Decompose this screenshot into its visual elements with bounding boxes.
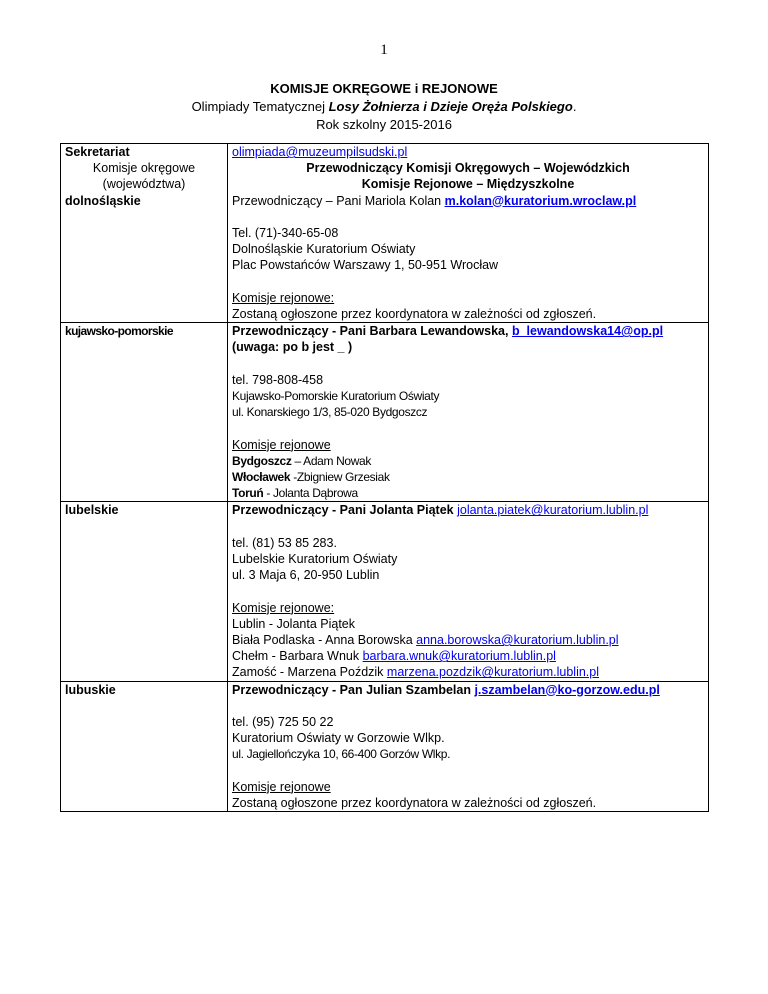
chair-email-link[interactable]: b_lewandowska14@op.pl: [511, 324, 664, 339]
commission-email-link[interactable]: barbara.wnuk@kuratorium.lublin.pl: [362, 649, 556, 664]
col-header-rejonowe: Komisje Rejonowe – Międzyszkolne: [361, 177, 575, 192]
col-header-komisje: Komisje okręgowe: [92, 161, 196, 176]
commission-person: Biała Podlaska - Anna Borowska: [232, 633, 417, 647]
commission-email-link[interactable]: marzena.pozdzik@kuratorium.lublin.pl: [386, 665, 600, 680]
chair-name: Przewodniczący - Pani Barbara Lewandowska,: [232, 324, 512, 339]
chair-name: Przewodniczący - Pani Jolanta Piątek: [232, 503, 458, 518]
region-cell: [61, 681, 228, 812]
list-item: [232, 648, 704, 664]
olympiad-name: Losy Żołnierza i Dzieje Oręża Polskiego: [328, 99, 573, 114]
chair-name: Przewodniczący - Pan Julian Szambelan: [232, 682, 475, 697]
region-name-kujawsko-pomorskie: kujawsko-pomorskie: [65, 324, 173, 339]
office-address: ul. Jagiellończyka 10, 66-400 Gorzów Wlkp.: [232, 747, 451, 762]
secretariat-label: Sekretariat: [65, 145, 130, 159]
office-address: Plac Powstańców Warszawy 1, 50-951 Wrocław: [232, 258, 499, 273]
commission-person: Chełm - Barbara Wnuk: [232, 649, 363, 664]
phone-number: tel. (95) 725 50 22: [232, 715, 334, 729]
table-row: [61, 502, 709, 681]
region-name-lubelskie: lubelskie: [65, 503, 119, 518]
email-note: (uwaga: po b jest _ ): [232, 340, 353, 355]
school-year: Rok szkolny 2015-2016: [316, 117, 452, 132]
table-row: [61, 323, 709, 502]
commission-person: -Zbigniew Grzesiak: [290, 470, 390, 484]
col-header-wojewodztwa: (województwa): [102, 177, 186, 192]
commission-person: – Adam Nowak: [291, 453, 372, 468]
commission-city: Bydgoszcz: [232, 453, 292, 468]
chair-line: [232, 682, 704, 698]
region-cell: [61, 144, 228, 323]
region-cell: [61, 502, 228, 681]
commission-city: Włocławek: [232, 470, 291, 484]
document-title: KOMISJE OKRĘGOWE i REJONOWE: [270, 81, 498, 96]
table-row: [61, 681, 709, 812]
chair-name: Przewodniczący – Pani Mariola Kolan: [232, 193, 445, 208]
chair-email-link[interactable]: jolanta.piatek@kuratorium.lublin.pl: [457, 503, 649, 518]
komisje-rejonowe-label: Komisje rejonowe: [232, 779, 331, 794]
list-item: [232, 485, 704, 501]
subtitle-prefix: Olimpiady Tematycznej: [191, 99, 329, 114]
phone-number: Tel. (71)-340-65-08: [232, 226, 339, 240]
office-name: Dolnośląskie Kuratorium Oświaty: [232, 242, 416, 257]
office-name: Kuratorium Oświaty w Gorzowie Wlkp.: [232, 731, 445, 746]
region-name-lubuskie: lubuskie: [65, 682, 116, 697]
chair-line: [232, 323, 704, 339]
list-item: [232, 469, 704, 485]
document-subtitle: [0, 98, 768, 116]
chair-email-link[interactable]: m.kolan@kuratorium.wroclaw.pl: [444, 193, 637, 208]
details-cell: [228, 144, 709, 323]
details-cell: [228, 681, 709, 812]
region-cell: [61, 323, 228, 502]
list-item: Lublin - Jolanta Piątek: [232, 616, 355, 631]
list-item: [232, 632, 704, 648]
phone-number: tel. 798-808-458: [232, 372, 324, 387]
details-cell: [228, 502, 709, 681]
page-number: 1: [380, 42, 388, 58]
commissions-table: [60, 143, 709, 812]
list-item: [232, 453, 704, 469]
col-header-przewodniczacy: Przewodniczący Komisji Okręgowych – Wojewódzkich: [306, 161, 630, 176]
office-address: ul. 3 Maja 6, 20-950 Lublin: [232, 568, 380, 583]
secretariat-email-link[interactable]: olimpiada@muzeumpilsudski.pl: [232, 145, 408, 159]
details-cell: [228, 323, 709, 502]
commission-email-link[interactable]: anna.borowska@kuratorium.lublin.pl: [416, 633, 619, 647]
chair-email-link[interactable]: j.szambelan@ko-gorzow.edu.pl: [474, 682, 660, 697]
list-item: [232, 664, 704, 680]
komisje-rejonowe-text: Zostaną ogłoszone przez koordynatora w zależności od zgłoszeń.: [232, 796, 597, 810]
region-name-dolnoslaskie: dolnośląskie: [65, 193, 141, 208]
table-row: [61, 144, 709, 323]
chair-line: [232, 502, 704, 518]
komisje-rejonowe-label: Komisje rejonowe:: [232, 290, 335, 305]
komisje-rejonowe-label: Komisje rejonowe: [232, 437, 331, 452]
document-heading: [0, 80, 768, 134]
office-name: Kujawsko-Pomorskie Kuratorium Oświaty: [232, 389, 440, 403]
komisje-rejonowe-label: Komisje rejonowe:: [232, 600, 335, 615]
commission-person: - Jolanta Dąbrowa: [263, 486, 358, 501]
chair-line: [232, 193, 704, 209]
komisje-rejonowe-text: Zostaną ogłoszone przez koordynatora w zależności od zgłoszeń.: [232, 307, 597, 321]
office-address: ul. Konarskiego 1/3, 85-020 Bydgoszcz: [232, 405, 428, 420]
commission-person: Zamość - Marzena Poździk: [232, 665, 387, 680]
subtitle-suffix: .: [572, 99, 577, 114]
office-name: Lubelskie Kuratorium Oświaty: [232, 552, 398, 566]
phone-number: tel. (81) 53 85 283.: [232, 535, 337, 550]
commission-city: Toruń: [232, 486, 264, 501]
